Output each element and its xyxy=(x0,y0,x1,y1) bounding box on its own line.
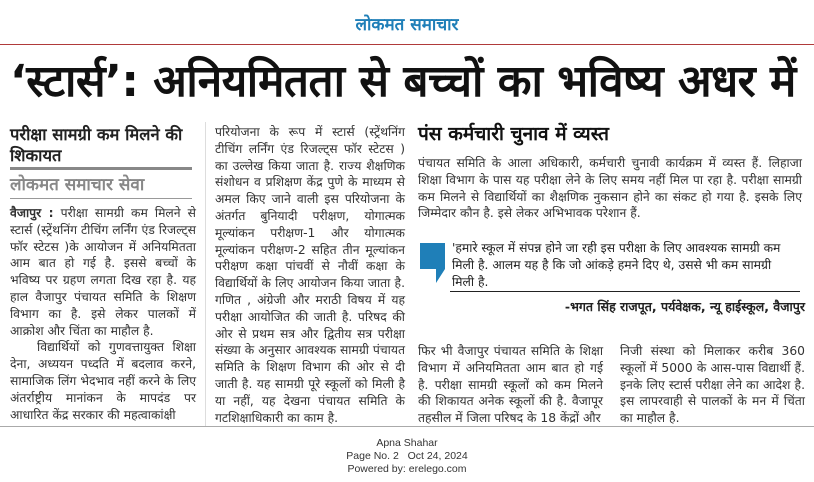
article-column-2 xyxy=(215,124,405,426)
powered-by: Powered by: erelego.com xyxy=(347,463,467,475)
article-column-1 xyxy=(10,205,196,423)
paragraph: पंचायत समिति के आला अधिकारी, कर्मचारी चुनावी कार्यक्रम में व्यस्त हैं. लिहाजा शिक्षा विभाग के पास यह परीक्षा लेने के लिए समय नहीं मिल पा रहा है. परीक्षा सामग्री कम मिलने से विद्यार्थियों का शैक्षणिक नुकसान होने का संकट हो गया है. इसके लिए जिम्मेदार कौन है. इसे लेकर अभिभावक परेशान हैं. xyxy=(418,156,802,221)
subheading: परीक्षा सामग्री कम मिलने की शिकायत xyxy=(10,125,183,165)
footer xyxy=(0,437,814,476)
divider xyxy=(10,198,192,199)
paragraph: विद्यार्थियों को गुणवत्तायुक्त शिक्षा देना, अध्ययन पध्दति में बदलाव करने, सामाजिक लिंग भेदभाव नहीं करने के लिए अंतर्राष्ट्रीय मानांकन के मापदंड पर आधारित केंद्र सरकार की महत्वाकांक्षी xyxy=(10,340,196,422)
bottom-divider xyxy=(0,426,814,427)
masthead-divider xyxy=(0,44,814,45)
article-column-3: फिर भी वैजापुर पंचायत समिति के शिक्षा विभाग में अनियमितता आम बात हो गई है. परीक्षा सामग्री स्कूलों को कम मिलने की शिकायत अनेक स्कूलों की है. वैजापूर तहसील में जिला परिषद के 18 केंद्रों और xyxy=(418,344,603,426)
article-column-4: निजी संस्था को मिलाकर करीब 360 स्कूलों में 5000 के आस-पास विद्यार्थी हैं. इनके लिए स्टार्स परीक्षा लेने का आदेश है. इस लापरवाही से पालकों के मन में चिंता का माहौल है. xyxy=(620,344,805,426)
pull-quote: 'हमारे स्कूल में संपन्न होने जा रही इस परीक्षा के लिए आवश्यक सामग्री कम मिली है. आलम यह है कि जो आंकड़े हमने दिए थे, उससे भी कम सामग्री मिली है. xyxy=(452,241,781,289)
paragraph: परियोजना के रूप में स्टार्स (स्ट्रेंथनिंग टीचिंग लर्निंग एंड रिजल्ट्स फॉर स्टेटस ) का उल्लेख किया जाता है. राज्य शैक्षणिक संशोधन व प्रशिक्षण केंद्र पुणे के माध्यम से अमल किए जाने वाली इस परियोजना के अंतर्गत बुनियादी परीक्षण, योगात्मक मूल्यांकन परीक्षण-1 और योगात्मक मूल्यांकन परीक्षण-2 सहित तीन मूल्यांकन परीक्षण कक्षा पांचवीं से नौवीं कक्षा के विद्यार्थियों के लिए आयोजन किया जाता है. गणित , अंग्रेजी और मराठी विषय में यह परीक्षा आयोजित की जाती है. परिषद की ओर से प्रथम सत्र और द्वितीय सत्र परीक्षा संख्या के अनुसार आवश्यक सामग्री पंचायत समिति के शिक्षण विभाग की ओर से दी जाती है. यह सामग्री पूरे स्कूलों को मिली है या नहीं, यह देखना पंचायत समिति के गटशिक्षाधिकारी का काम है. xyxy=(215,125,405,425)
page-number: Page No. 2 xyxy=(346,450,399,462)
quote-attribution: -भगत सिंह राजपूत, पर्यवेक्षक, न्यू हाईस्कूल, वैजापुर xyxy=(564,299,805,314)
quote-divider xyxy=(450,291,800,292)
publication-date: Oct 24, 2024 xyxy=(407,450,468,462)
divider xyxy=(10,167,192,170)
section-heading: पंस कर्मचारी चुनाव में व्यस्त xyxy=(418,123,609,145)
byline: लोकमत समाचार सेवा xyxy=(10,175,145,195)
dateline: वैजापुर : xyxy=(10,206,54,220)
publication-name: Apna Shahar xyxy=(376,437,438,449)
quote-icon xyxy=(420,243,445,283)
page-title: ‘स्टार्स’: अनियमितता से बच्चों का भविष्य अधर में xyxy=(10,56,796,107)
paragraph: परीक्षा सामग्री कम मिलने से स्टार्स (स्ट्रेंथनिंग टीचिंग लर्निंग एंड रिजल्ट्स फॉर स्टेटस )के आयोजन में अनियमितता आम बात हो गई है. इससे बच्चों के भविष्य पर ग्रहण लगता दिख रहा है. यह हाल वैजापुर पंचायत समिति के शिक्षण विभाग का है. इसे लेकर पालकों में आक्रोश और चिंता का माहौल है. xyxy=(10,206,196,338)
column-divider xyxy=(205,122,206,426)
masthead-logo: लोकमत समाचार xyxy=(355,15,459,35)
